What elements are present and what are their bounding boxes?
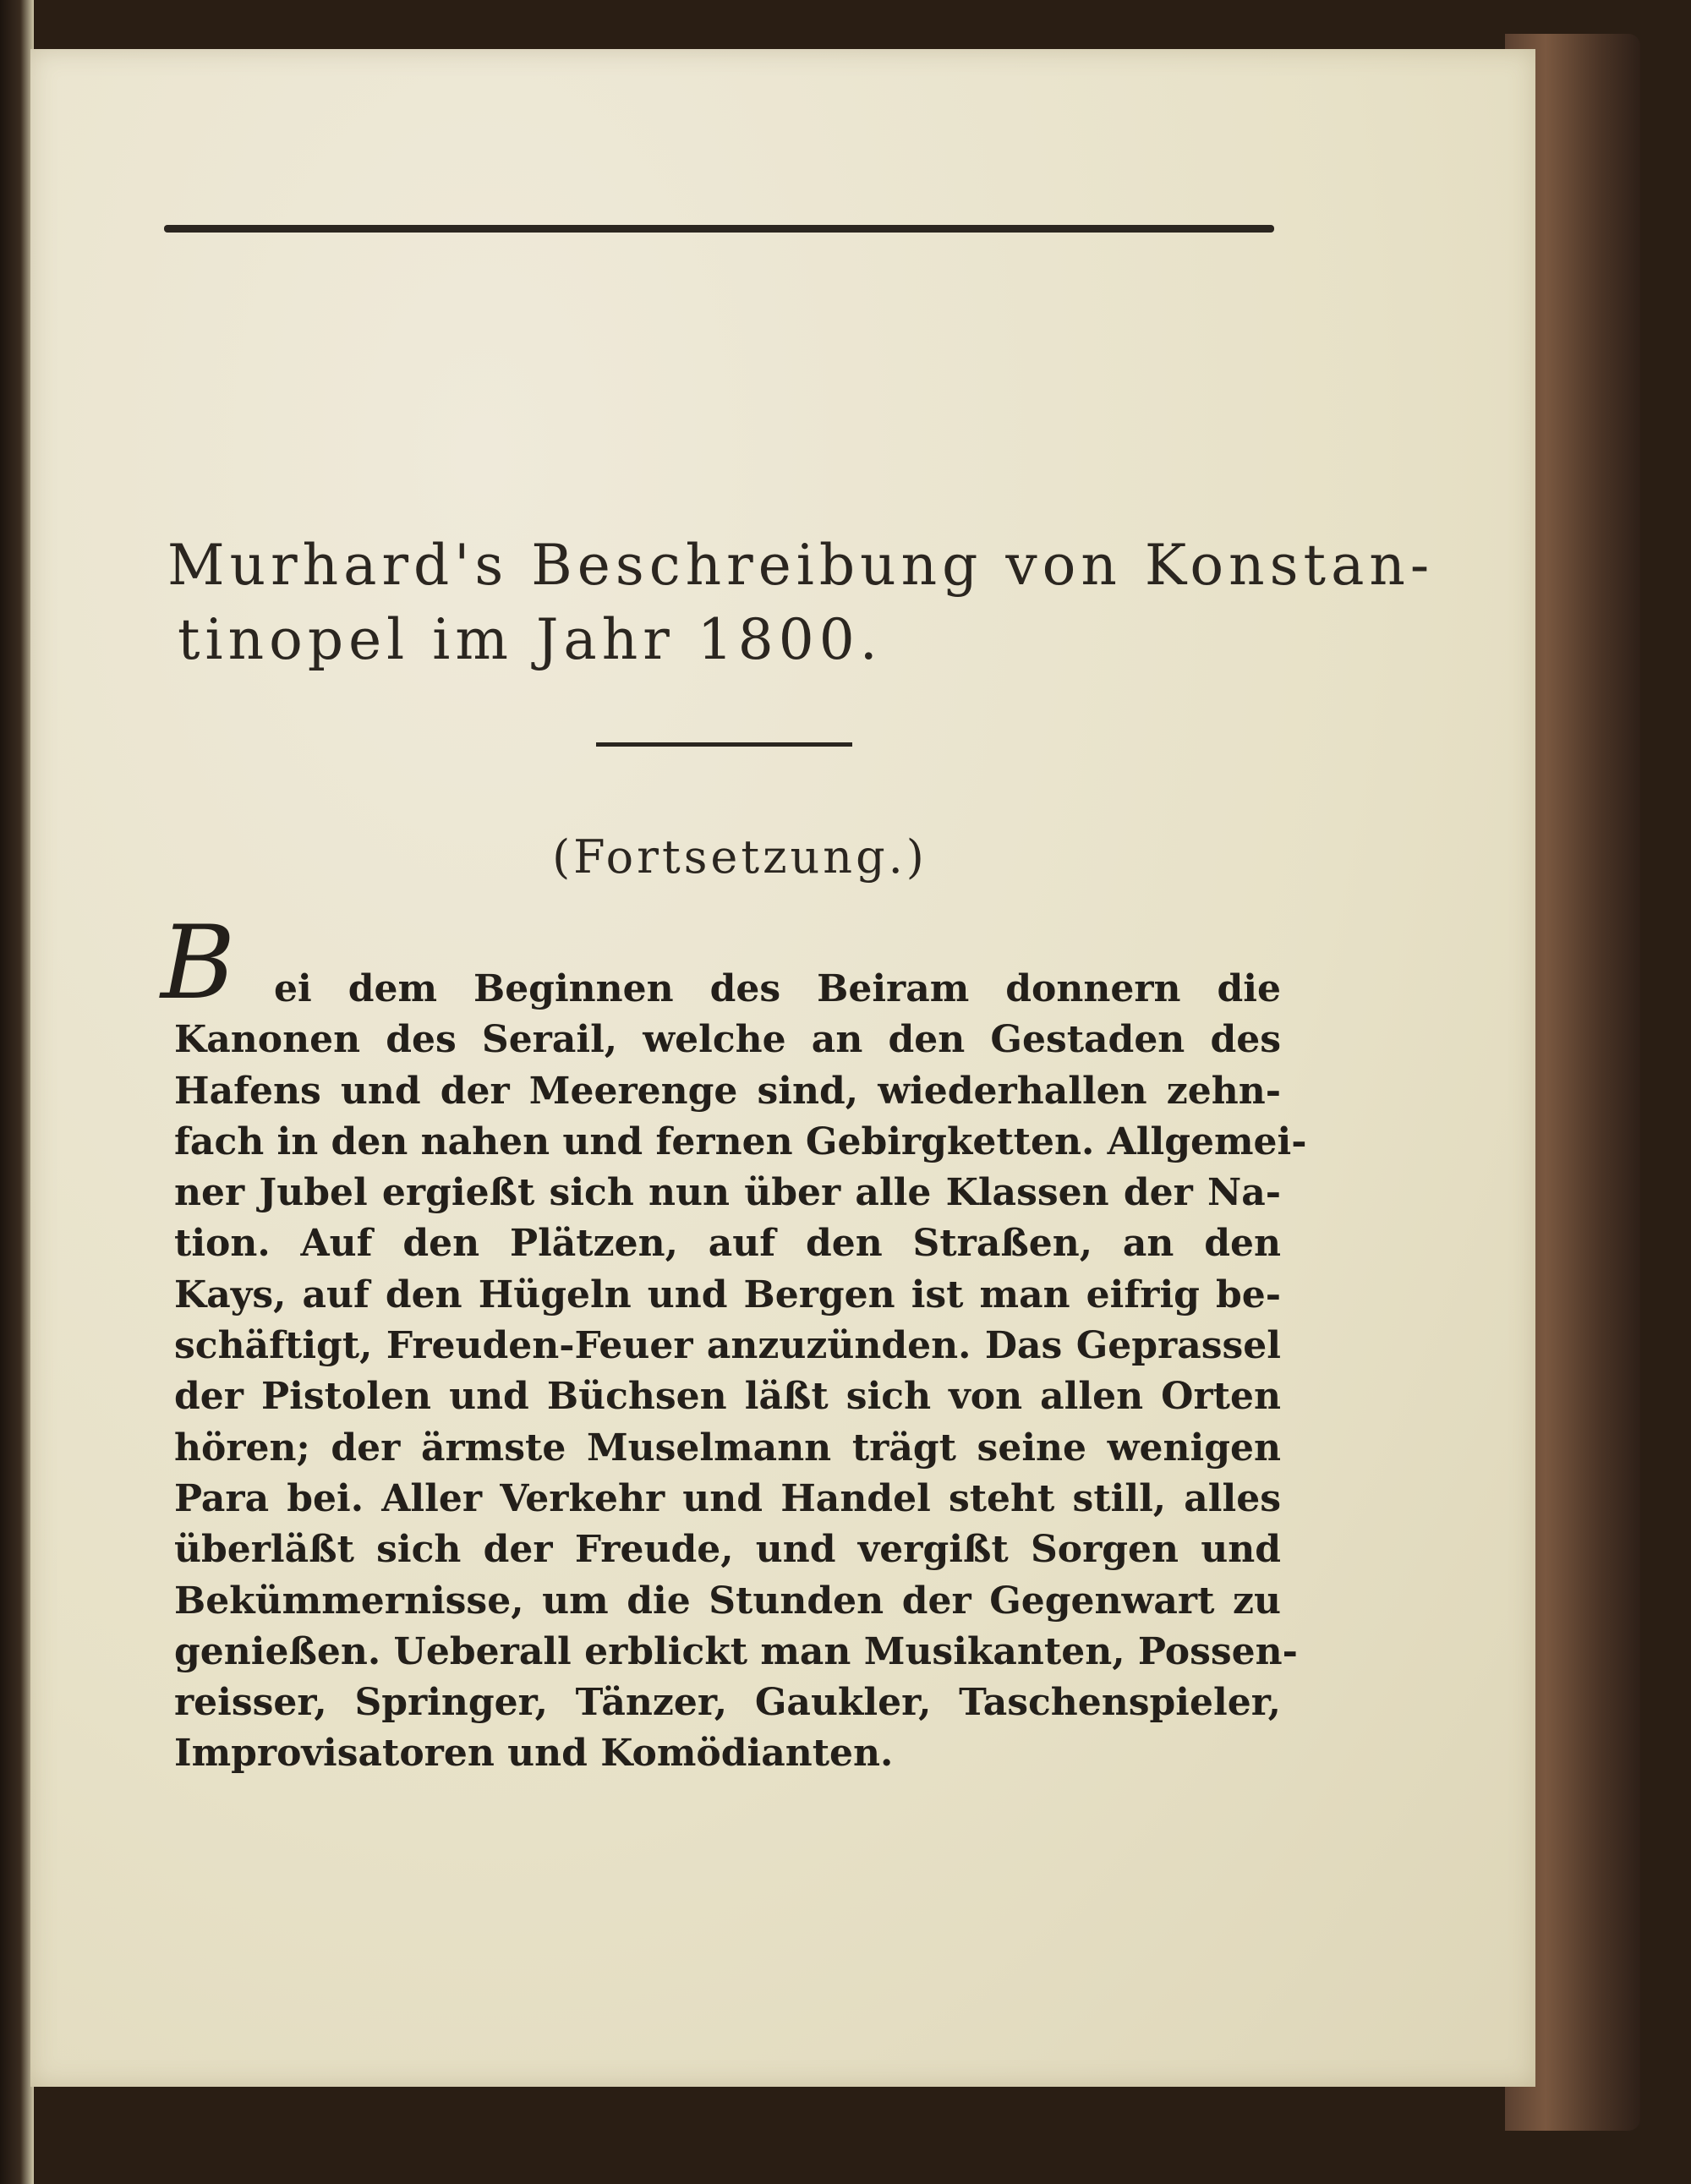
- text-line: tion. Auf den Plätzen, auf den Straßen, an den: [174, 1222, 1281, 1266]
- text-line: der Pistolen und Büchsen läßt sich von allen Orten: [174, 1375, 1281, 1419]
- text-line: überläßt sich der Freude, und vergißt Sorgen und: [174, 1528, 1281, 1572]
- article-title-line-1: Murhard's Beschreibung von Konstan-: [167, 533, 1435, 598]
- text-line: fach in den nahen und fernen Gebirgketten. Allgemei-: [174, 1119, 1307, 1163]
- text-line: Improvisatoren und Komödianten.: [174, 1732, 894, 1776]
- title-separator-rule: [596, 742, 852, 747]
- subtitle-continuation: (Fortsetzung.): [552, 830, 928, 884]
- text-line: ner Jubel ergießt sich nun über alle Klassen der Na-: [174, 1171, 1281, 1215]
- text-line: Para bei. Aller Verkehr und Handel steht still, alles: [174, 1476, 1281, 1520]
- text-line: ei dem Beginnen des Beiram donnern die: [274, 967, 1281, 1010]
- text-line: hören; der ärmste Muselmann trägt seine wenigen: [174, 1426, 1281, 1470]
- text-line: reisser, Springer, Tänzer, Gaukler, Taschenspieler,: [174, 1681, 1281, 1725]
- text-line: Bekümmernisse, um die Stunden der Gegenwart zu: [174, 1579, 1281, 1623]
- text-line: genießen. Ueberall erblickt man Musikanten, Possen-: [174, 1629, 1298, 1673]
- book-gutter: [0, 0, 34, 2184]
- body-text: [161, 905, 1307, 1780]
- text-line: schäftigt, Freuden-Feuer anzuzünden. Das Geprassel: [174, 1324, 1281, 1368]
- article-title-line-2: tinopel im Jahr 1800.: [178, 607, 883, 672]
- text-line: Kanonen des Serail, welche an den Gestaden des: [174, 1018, 1281, 1062]
- text-line: Hafens und der Meerenge sind, wiederhallen zehn-: [174, 1069, 1281, 1113]
- text-line: Kays, auf den Hügeln und Bergen ist man eifrig be-: [174, 1273, 1281, 1316]
- drop-cap: B: [161, 905, 236, 1022]
- header-rule: [164, 225, 1274, 233]
